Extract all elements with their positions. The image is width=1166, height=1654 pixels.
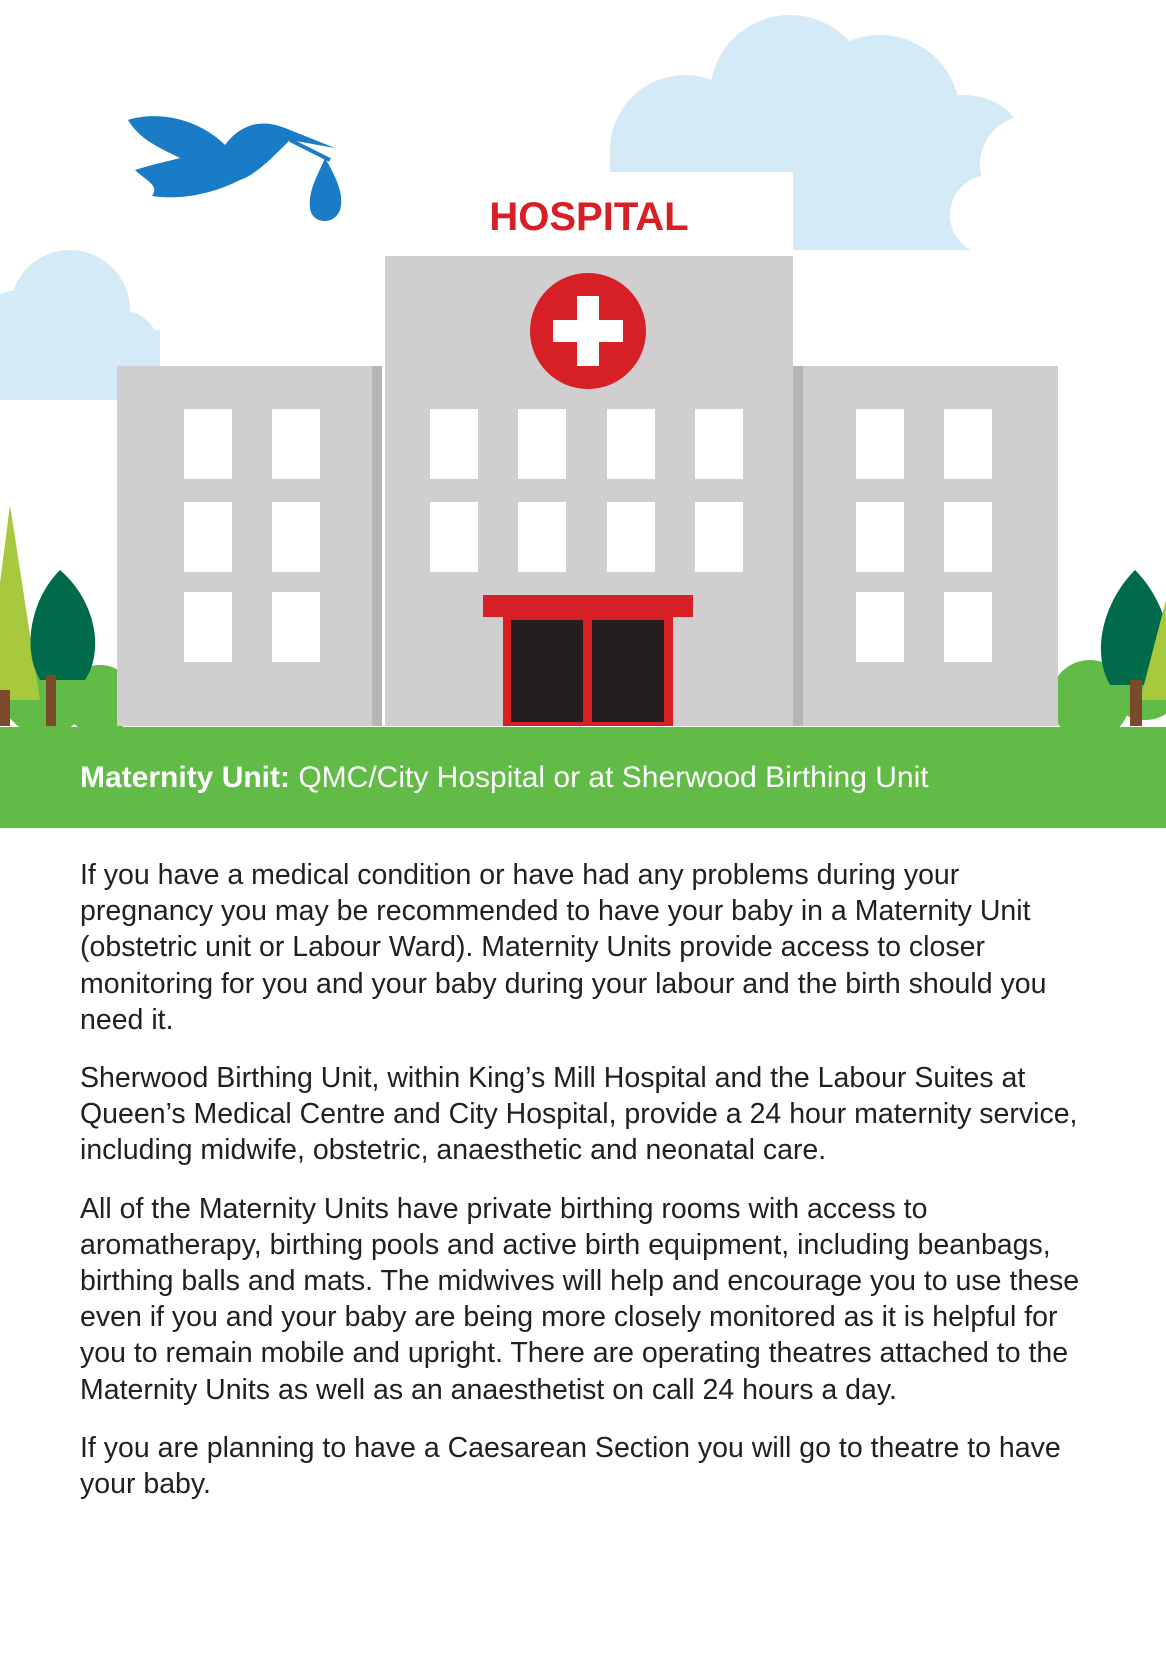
tree-left: [0, 505, 135, 730]
red-cross-icon: [530, 273, 646, 389]
stork-icon: [128, 116, 341, 221]
tree-right: [1050, 570, 1166, 730]
hospital-entrance: [483, 595, 693, 726]
hospital-illustration: [0, 0, 1166, 730]
banner-text: [80, 761, 929, 795]
paragraph: If you are planning to have a Caesarean Section you will go to theatre to have your baby.: [80, 1431, 1061, 1501]
maternity-unit-banner: [0, 727, 1166, 828]
paragraph: All of the Maternity Units have private birthing rooms with access to aromatherapy, birthing pools and active birth equipment, including beanbags, birthing balls and mats. The midwives will help and encourage you to use these even if you and your baby are being more closely monitored as it is helpful for you to remain mobile and upright. There are operating theatres attached to the Maternity Units as well as an anaesthetist on call 24 hours a day.: [80, 1192, 1080, 1406]
hospital-sign-text: HOSPITAL: [489, 195, 689, 239]
paragraph: Sherwood Birthing Unit, within King’s Mill Hospital and the Labour Suites at Queen’s Medical Centre and City Hospital, provide a 24 hour maternity service, including midwife, obstetric, anaesthetic and neonatal care.: [80, 1062, 1078, 1167]
banner-value: QMC/City Hospital or at Sherwood Birthing Unit: [298, 760, 929, 794]
paragraph: If you have a medical condition or have had any problems during your pregnancy you may be recommended to have your baby in a Maternity Unit (obstetric unit or Labour Ward). Maternity Units provide access to closer monitoring for you and your baby during your labour and the birth should you need it.: [80, 859, 1047, 1036]
body-text: [80, 857, 1100, 1524]
building-left-wing: [117, 366, 382, 726]
banner-label: Maternity Unit:: [80, 760, 290, 794]
building-right-wing: [793, 366, 1058, 726]
